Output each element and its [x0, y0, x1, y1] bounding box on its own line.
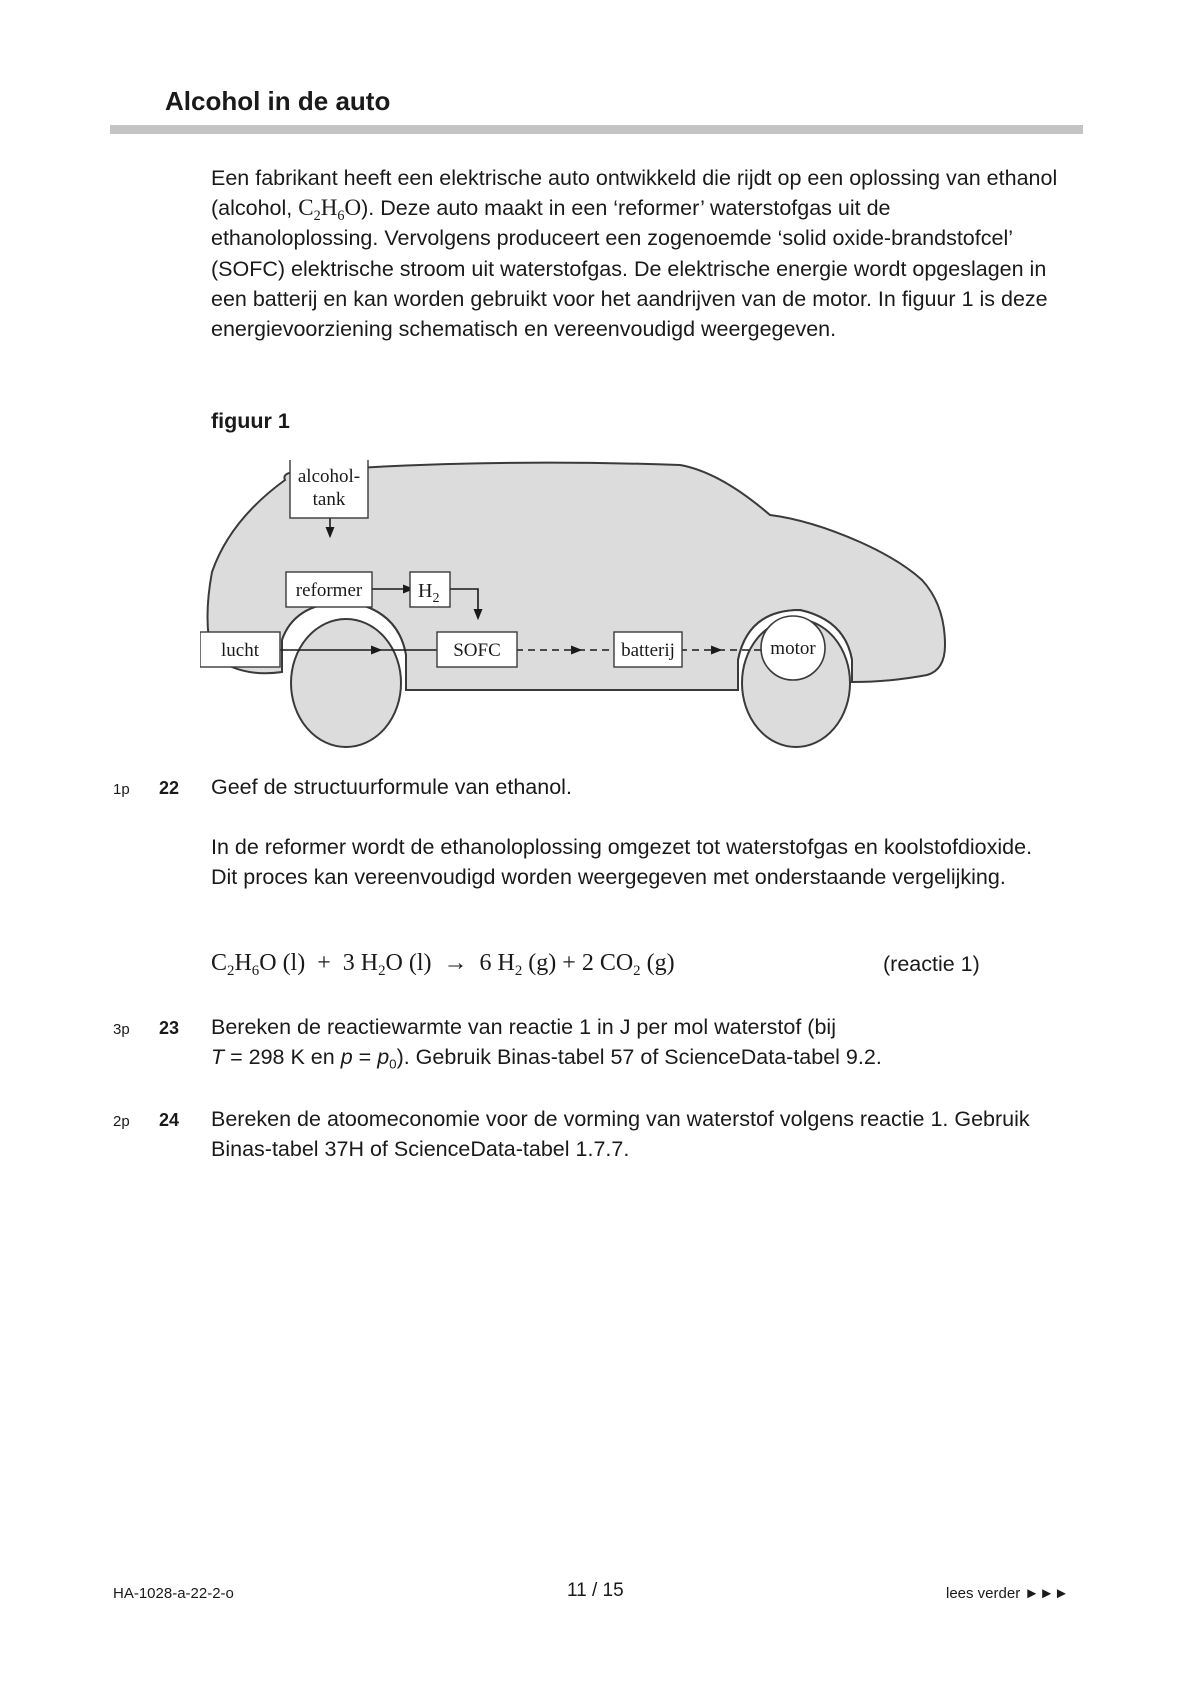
- equation-label: (reactie 1): [883, 952, 980, 976]
- figure-label: figuur 1: [211, 409, 290, 433]
- svg-text:tank: tank: [312, 489, 346, 510]
- question-number: 23: [159, 1018, 180, 1038]
- ethanol-formula: $C_2H_6O$: [298, 195, 362, 225]
- sofc-box: [437, 632, 517, 667]
- intro-paragraph: [211, 163, 1061, 344]
- title-divider: [110, 125, 1083, 134]
- exam-code: HA-1028-a-22-2-o: [113, 1585, 234, 1602]
- intro-text-part1: Een fabrikant heeft een elektrische auto ontwikkeld die rijdt op een oplossing van ethanol (alcohol,: [211, 166, 1058, 221]
- reaction-equation: $C_2H_6O$ (l) + 3 $H_2O$ (l) → 6 $H_2$ (g) + 2 $CO_2$ (g): [211, 950, 675, 980]
- alcoholtank-box: [290, 460, 368, 518]
- motor-circle: [761, 616, 825, 680]
- question-number: 22: [159, 778, 180, 798]
- section-title: Alcohol in de auto: [165, 86, 391, 116]
- svg-text:alcohol-: alcohol-: [297, 466, 361, 487]
- question-number: 24: [159, 1110, 180, 1130]
- question-points: 2p: [113, 1113, 130, 1130]
- reformer-box: [286, 572, 372, 607]
- car-energy-diagram: [200, 460, 960, 750]
- reformer-paragraph: In de reformer wordt de ethanoloplossing omgezet tot waterstofgas en koolstofdioxide. Dit proces kan vereenvoudigd worden weergegeven met onderstaande vergelijking.: [211, 835, 1033, 890]
- batterij-box: [614, 632, 682, 667]
- svg-text:H2: $H_2$: [418, 580, 440, 606]
- intro-text-part2: ). Deze auto maakt in een ‘reformer’ waterstofgas uit de ethanoloplossing. Vervolgens produceert een zogenoemde ‘solid oxide-brandstofcel’ (SOFC) elektrische stroom uit waterstofgas. De elektrische energie wordt opgeslagen in een batterij en kan worden gebruikt voor het aandrijven van de motor. In figuur 1 is deze energievoorziening schematisch en vereenvoudigd weergegeven.: [211, 196, 1048, 342]
- question-points: 1p: [113, 781, 130, 798]
- h2-box: [410, 572, 450, 607]
- question-text: Geef de structuurformule van ethanol.: [211, 775, 572, 799]
- page-number: 11 / 15: [567, 1580, 624, 1601]
- lucht-box: [200, 632, 280, 667]
- svg-text:lucht: lucht: [221, 640, 259, 661]
- svg-text:motor: motor: [770, 638, 816, 659]
- svg-text:SOFC: SOFC: [453, 640, 501, 661]
- front-wheel: [291, 619, 401, 747]
- svg-text:batterij: batterij: [621, 640, 675, 661]
- question-points: 3p: [113, 1021, 130, 1038]
- question-text: Bereken de atoomeconomie voor de vorming van waterstof volgens reactie 1. Gebruik Binas-tabel 37H of ScienceData-tabel 1.7.7.: [211, 1107, 1030, 1162]
- question-text: Bereken de reactiewarmte van reactie 1 in J per mol waterstof (bij T = 298 K en $p = p_0$). Gebruik Binas-tabel 57 of ScienceData-tabel 9.2.: [211, 1015, 882, 1072]
- continue-indicator: lees verder ►►►: [946, 1585, 1069, 1602]
- svg-text:reformer: reformer: [295, 580, 363, 601]
